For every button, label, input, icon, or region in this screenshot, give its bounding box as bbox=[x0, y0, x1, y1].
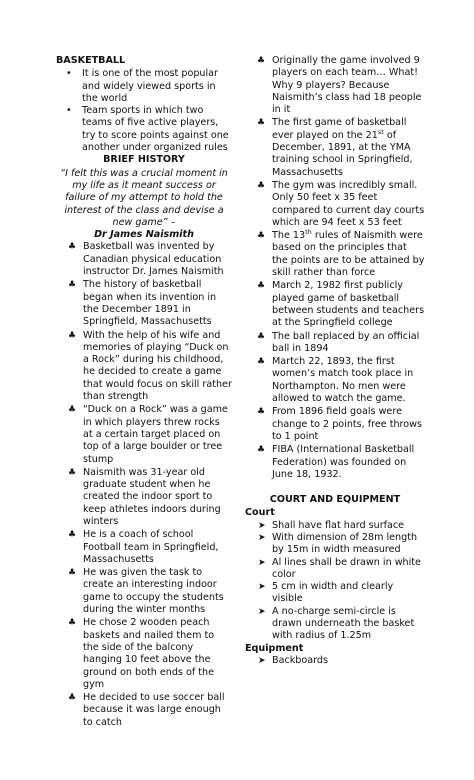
list-item: ♣ He is a coach of school Football team in Springfield, Massachusetts bbox=[68, 529, 219, 565]
list-item: ♣ The 13th rules of Naismith were based on the principles that the points are to be attained by skill rather than force bbox=[257, 227, 425, 279]
subheading-equipment: Equipment bbox=[245, 642, 304, 654]
equipment-list bbox=[245, 655, 425, 667]
list-item: ♣ He chose 2 wooden peach baskets and nailed them to the side of the balcony hanging 10 feet above the ground on both ends of the gym bbox=[68, 617, 215, 690]
list-item: ➤ Backboards bbox=[258, 654, 328, 666]
section-heading-court-equipment: COURT AND EQUIPMENT bbox=[269, 494, 401, 506]
club-bullet-icon: ♣ bbox=[68, 467, 77, 478]
club-bullet-icon: ♣ bbox=[257, 445, 266, 456]
club-bullet-icon: ♣ bbox=[257, 331, 266, 342]
list-item: ♣ The history of basketball began when its invention in the December 1891 in Springfield, Massachusetts bbox=[68, 279, 217, 328]
club-bullet-icon: ♣ bbox=[68, 405, 77, 416]
club-bullet-icon: ♣ bbox=[68, 242, 77, 253]
list-item: ♣ Martch 22, 1893, the first women’s match took place in Northampton. No men were allowed to watch the game. bbox=[257, 356, 414, 405]
club-bullet-icon: ♣ bbox=[257, 231, 266, 242]
history-list-continued bbox=[245, 55, 425, 481]
list-item: ♣ The first game of basketball ever played on the 21st of December, 1891, at the YMA training school in Springfield, Massachusetts bbox=[257, 117, 413, 178]
list-item: • It is one of the most popular and widely viewed sports in the world bbox=[66, 68, 218, 104]
left-column bbox=[56, 55, 232, 730]
arrow-bullet-icon: ➤ bbox=[258, 557, 266, 568]
club-bullet-icon: ♣ bbox=[68, 330, 77, 341]
club-bullet-icon: ♣ bbox=[68, 568, 77, 579]
club-bullet-icon: ♣ bbox=[257, 56, 266, 66]
list-item: ♣ Originally the game involved 9 players on each team… What! Why 9 players? Because Naismith’s class had 18 people in it bbox=[257, 55, 422, 116]
list-item: ♣ He decided to use soccer ball because it was large enough to catch bbox=[68, 692, 225, 728]
list-item: ➤ 5 cm in width and clearly visible bbox=[258, 581, 394, 605]
list-item: ➤ Al lines shall be drawn in white color bbox=[258, 556, 421, 580]
list-item: ♣ “Duck on a Rock” was a game in which players threw rocks at a certain target placed on top of a large boulder or tree stump bbox=[68, 404, 228, 465]
subheading-court: Court bbox=[245, 507, 275, 519]
intro-list bbox=[56, 68, 232, 154]
club-bullet-icon: ♣ bbox=[257, 357, 266, 368]
club-bullet-icon: ♣ bbox=[257, 180, 266, 191]
history-list bbox=[56, 241, 232, 729]
list-item: ♣ Naismith was 31-year old graduate student when he created the indoor sport to keep athletes indoors during winters bbox=[68, 466, 221, 527]
club-bullet-icon: ♣ bbox=[257, 281, 266, 292]
naismith-quote: “I felt this was a crucial moment in my life as it meant success or failure of my attempt to hold the interest of the class and devise a new game” – bbox=[60, 167, 228, 228]
bullet-dot-icon: • bbox=[66, 68, 72, 80]
list-item: ♣ FIBA (International Basketball Federation) was founded on June 18, 1932. bbox=[257, 444, 415, 480]
bullet-dot-icon: • bbox=[66, 105, 72, 117]
list-item: ➤ A no-charge semi-circle is drawn underneath the basket with radius of 1.25m bbox=[258, 605, 415, 642]
list-item: ♣ Basketball was invented by Canadian physical education instructor Dr. James Naismith bbox=[68, 241, 224, 278]
arrow-bullet-icon: ➤ bbox=[258, 655, 266, 666]
club-bullet-icon: ♣ bbox=[68, 530, 77, 541]
list-item: ♣ The gym was incredibly small. Only 50 feet x 35 feet compared to current day courts which are 94 feet x 53 feet bbox=[257, 179, 425, 228]
quote-author: Dr James Naismith bbox=[94, 229, 194, 241]
arrow-bullet-icon: ➤ bbox=[258, 532, 266, 543]
arrow-bullet-icon: ➤ bbox=[258, 582, 266, 593]
list-item: ♣ March 2, 1982 first publicly played game of basketball between students and teachers at the Springfield college bbox=[257, 280, 425, 329]
list-item: ➤ Shall have flat hard surface bbox=[258, 519, 405, 531]
club-bullet-icon: ♣ bbox=[257, 407, 266, 418]
list-item: ♣ He was given the task to create an interesting indoor game to occupy the students during the winter months bbox=[68, 567, 224, 616]
list-item: ♣ The ball replaced by an official ball in 1894 bbox=[257, 330, 420, 354]
arrow-bullet-icon: ➤ bbox=[258, 606, 266, 617]
list-item: ➤ With dimension of 28m length by 15m in width measured bbox=[258, 531, 418, 556]
arrow-bullet-icon: ➤ bbox=[258, 520, 266, 531]
right-column bbox=[245, 55, 425, 667]
court-list bbox=[245, 520, 425, 643]
list-item: ♣ From 1896 field goals were change to 2 points, free throws to 1 point bbox=[257, 406, 423, 442]
club-bullet-icon: ♣ bbox=[257, 118, 266, 129]
club-bullet-icon: ♣ bbox=[68, 280, 77, 291]
document-title: BASKETBALL bbox=[56, 55, 126, 66]
spacer bbox=[245, 482, 425, 494]
club-bullet-icon: ♣ bbox=[68, 618, 77, 629]
club-bullet-icon: ♣ bbox=[68, 693, 77, 704]
list-item: ♣ With the help of his wife and memories of playing “Duck on a Rock” during his childhood, he decided to create a game that would focus on skill rather than strength bbox=[68, 329, 232, 403]
list-item: • Team sports in which two teams of five active players, try to score points against one another under organized rules bbox=[66, 105, 229, 154]
section-heading-history: BRIEF HISTORY bbox=[103, 154, 185, 166]
